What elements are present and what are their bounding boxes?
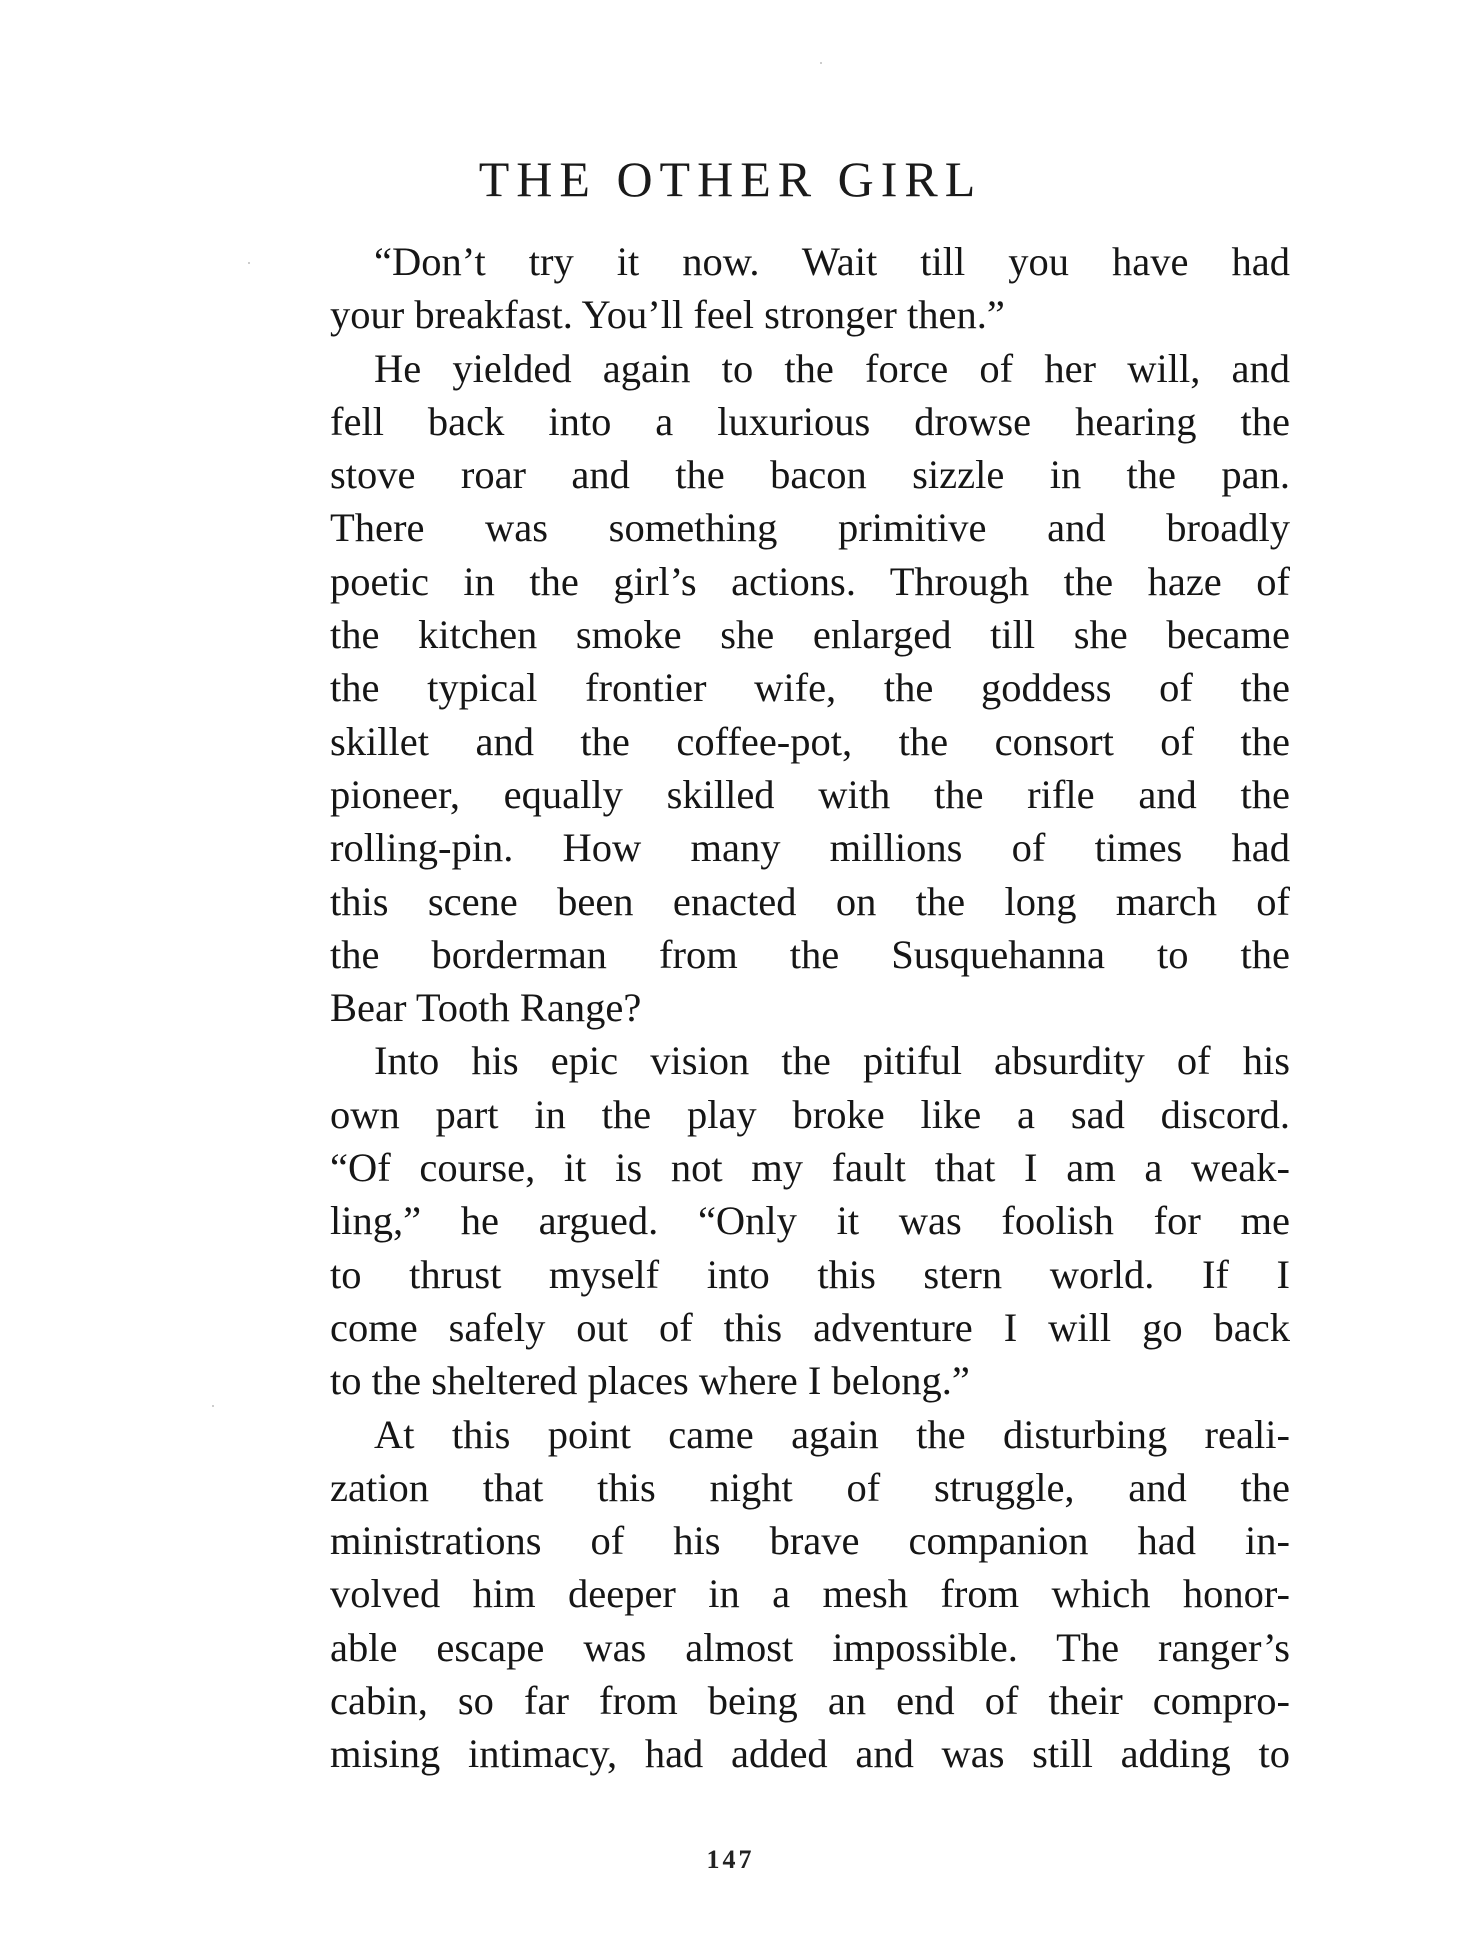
paragraph-line: cabin, so far from being an end of their compro- xyxy=(330,1678,1290,1724)
page-number: 147 xyxy=(706,1845,755,1874)
paragraph-line: the kitchen smoke she enlarged till she became xyxy=(330,612,1290,658)
paragraph-line: mising intimacy, had added and was still adding to xyxy=(330,1731,1290,1777)
paragraph-line: come safely out of this adventure I will go back xyxy=(330,1304,1290,1350)
paragraph-line: fell back into a luxurious drowse hearing the xyxy=(330,398,1290,444)
paragraph-line: pioneer, equally skilled with the rifle and the xyxy=(330,771,1290,817)
paper-speck xyxy=(820,62,822,64)
paragraph-line: rolling-pin. How many millions of times had xyxy=(330,825,1290,871)
paragraph-line: able escape was almost impossible. The ranger’s xyxy=(330,1624,1290,1670)
paragraph-line: volved him deeper in a mesh from which honor- xyxy=(330,1571,1290,1617)
paragraph-line: zation that this night of struggle, and the xyxy=(330,1464,1290,1510)
paragraph-first-line: He yielded again to the force of her will, and xyxy=(374,345,1290,391)
paragraph-line: this scene been enacted on the long march of xyxy=(330,878,1290,924)
paragraph-first-line: “Don’t try it now. Wait till you have had xyxy=(374,239,1290,284)
paragraph-line: to thrust myself into this stern world. If I xyxy=(330,1251,1290,1297)
paragraph-line: skillet and the coffee-pot, the consort of the xyxy=(330,718,1290,764)
paragraph-first-line: At this point came again the disturbing reali- xyxy=(374,1411,1290,1457)
paragraph-first-line: Into his epic vision the pitiful absurdity of his xyxy=(374,1038,1290,1084)
paragraph-line: poetic in the girl’s actions. Through the haze of xyxy=(330,558,1290,604)
paragraph-line: There was something primitive and broadly xyxy=(330,505,1290,551)
paragraph-line: stove roar and the bacon sizzle in the pan. xyxy=(330,452,1290,498)
paragraph-line: the typical frontier wife, the goddess of the xyxy=(330,665,1290,711)
paper-speck xyxy=(212,1405,214,1407)
paragraph-line: “Of course, it is not my fault that I am a weak- xyxy=(330,1145,1290,1191)
paragraph-line: the borderman from the Susquehanna to the xyxy=(330,931,1290,977)
paragraph-line: ling,” he argued. “Only it was foolish for me xyxy=(330,1198,1290,1244)
paper-speck xyxy=(248,262,250,264)
paragraph-line: to the sheltered places where I belong.” xyxy=(330,1358,970,1404)
body-text xyxy=(330,235,1290,1781)
paragraph-line: Bear Tooth Range? xyxy=(330,985,642,1031)
paragraph-line: your breakfast. You’ll feel stronger then.” xyxy=(330,292,1005,338)
paragraph-line: ministrations of his brave companion had in- xyxy=(330,1518,1290,1564)
paragraph-line: own part in the play broke like a sad discord. xyxy=(330,1091,1290,1137)
running-head: THE OTHER GIRL xyxy=(478,151,983,207)
